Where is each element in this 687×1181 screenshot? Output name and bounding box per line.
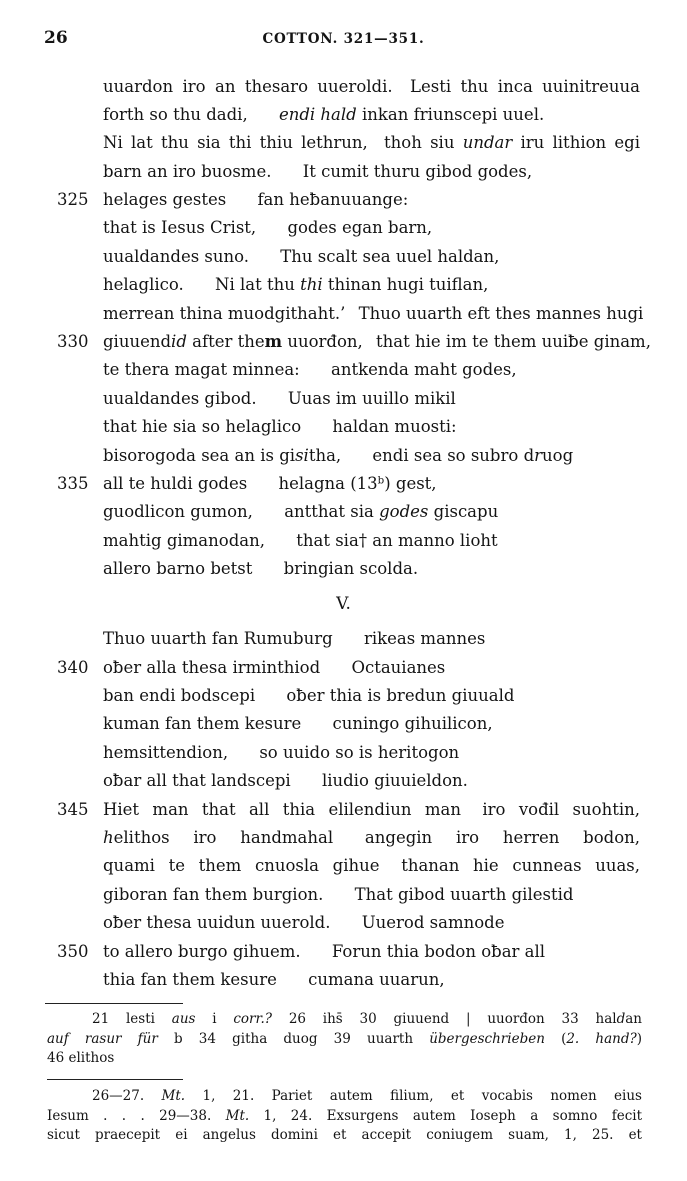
text-segment: Mt. [161,1088,186,1104]
verse-line [103,767,640,795]
text-segment: uog [542,445,574,465]
text-segment: ( [544,1030,567,1047]
text-segment: cumana uuarun, [308,969,445,989]
verse-first-half [103,304,345,323]
text-segment: helagna (13 [278,473,378,493]
verse-second-half [384,133,640,152]
text-segment: si [295,445,309,465]
verse-line [103,527,640,555]
text-segment: m [264,332,283,352]
verse-line [103,271,640,299]
text-segment: bisorogoda sea an is gi [103,445,296,465]
text-segment: mahtig gimanodan, [103,530,265,550]
text-segment: helages gestes [103,190,227,210]
source-note-line [47,1087,642,1107]
text-segment: endi hald [278,104,357,124]
verse-second-half [359,304,644,323]
verse-second-half [410,77,640,96]
verse-line [103,385,640,413]
verse-line [103,852,640,880]
verse-first-half [103,247,249,266]
text-segment: That gibod uuarth gilestid [354,884,574,904]
apparatus-line [47,1030,642,1050]
line-number: 325 [57,190,89,210]
text-segment: thi [300,275,323,295]
verse-second-half [286,686,514,705]
text-segment: Mt. [225,1107,250,1124]
verse-first-half [103,446,341,465]
verse-second-half [332,714,492,733]
text-segment: Thuo uuarth fan Rumuburg [103,629,333,649]
text-segment: 1, 21. Pariet autem filium, et vocabis nomen eius [185,1088,642,1104]
text-segment: angegin iro herren bodon, [364,828,641,848]
text-segment: undar [462,133,513,153]
text-segment: inkan friunscepi uuel. [356,104,545,124]
verse-second-half [364,629,485,648]
verse-second-half [296,531,497,550]
verse-line [57,328,651,356]
text-segment: 46 elithos [47,1050,115,1067]
text-segment: uualdandes suno. [103,246,250,266]
verse-first-half [103,190,226,209]
verse-second-half [331,360,517,379]
text-segment: Uuas im uuillo mikil [287,388,456,408]
verse-line [103,243,640,271]
text-segment: rikeas mannes [363,629,486,649]
verse-second-half [215,275,488,294]
text-segment: ) gest, [384,473,437,493]
verse-line [57,796,640,824]
verse-line [103,214,640,242]
verse-second-half [279,105,544,124]
verse-first-half [103,218,256,237]
text-segment: iru lithion egi [512,133,641,153]
verse-line [103,101,640,129]
text-segment: te thera magat minnea: [103,360,300,380]
verse-first-half [103,885,323,904]
text-segment: ban endi bodscepi [103,686,256,706]
verse-first-half [103,714,301,733]
verse-first-half [103,360,300,379]
text-segment: Hiet man that all thia elilendiun man [103,799,461,819]
footnote-rule [47,1079,183,1080]
source-note-line [47,1107,642,1127]
verse-second-half [284,502,498,521]
text-segment: oƀar all that landscepi [103,771,291,791]
verse-first-half [103,474,247,493]
verse-second-half [280,247,499,266]
verse-second-half [284,559,418,578]
text-segment: haldan muosti: [332,417,457,437]
text-segment: oƀer thesa uuidun uuerold. [103,913,331,933]
text-segment: that hie im te them uuiƀe ginam, [376,332,651,352]
line-number: 340 [57,657,89,677]
text-segment: b [377,475,385,487]
verse-block [57,625,641,994]
text-segment: to allero burgo gihuem. [103,941,301,961]
text-segment: guodlicon gumon, [103,502,253,522]
verse-first-half [103,162,271,181]
verse-line [103,710,640,738]
verse-second-half [376,332,651,351]
verse-first-half [103,800,461,819]
text-segment: corr.? [233,1011,273,1027]
source-note-line [47,1126,642,1146]
verse-second-half [322,771,468,790]
verse-line [103,300,644,328]
verse-second-half [401,856,640,875]
verse-line [103,129,640,157]
text-segment: hemsittendion, [103,742,229,762]
verse-second-half [362,913,505,932]
verse-first-half [103,970,277,989]
text-segment: aus [171,1011,196,1027]
verse-first-half [103,686,255,705]
text-segment: oƀer alla thesa irminthiod [103,657,321,677]
text-segment: after the [186,332,265,352]
verse-line [103,73,640,101]
text-segment: cuningo gihuilicon, [332,714,493,734]
text-segment: Iesum . . . 29—38. [47,1107,226,1124]
text-segment: ) [636,1030,642,1047]
text-segment: liudio giuuieldon. [321,771,468,791]
verse-line [103,881,640,909]
verse-line [103,739,640,767]
text-segment: uualdandes gibod. [103,388,257,408]
text-segment: fan heƀanuuange: [257,190,409,210]
text-segment: uuorđon, [282,332,363,352]
verse-first-half [103,913,330,932]
text-segment: that sia† an manno lioht [296,530,498,550]
text-segment: antthat sia [284,502,380,522]
verse-first-half [103,105,248,124]
text-segment: tha, [308,445,342,465]
text-segment: thia fan them kesure [103,969,277,989]
apparatus-line [47,1049,642,1069]
verse-first-half [103,417,301,436]
text-segment: quami te them cnuosla gihue [103,856,380,876]
text-segment: iro vođil suohtin, [482,799,640,819]
verse-line [103,158,640,186]
verse-first-half [103,77,393,96]
text-segment: 1, 24. Exsurgens autem Ioseph a somno fecit [249,1107,642,1124]
text-segment: antkenda maht godes, [330,360,517,380]
verse-first-half [103,828,333,847]
verse-first-half [103,275,184,294]
line-number: 330 [57,332,89,352]
line-number: 350 [57,941,89,961]
text-segment: bringian scolda. [283,559,419,579]
text-segment: so uuido so is heritogon [259,742,460,762]
text-segment: allero barno betst [103,559,253,579]
text-segment: 26—27. [92,1088,162,1104]
verse-second-half [351,658,445,677]
verse-second-half [308,970,445,989]
text-segment: Ni lat thu sia thi thiu lethrun, [103,133,368,153]
verse-second-half [259,743,459,762]
text-segment: giboran fan them burgion. [103,884,324,904]
verse-line [57,186,640,214]
verse-first-half [103,332,363,351]
text-segment: i [195,1011,234,1027]
text-segment: thanan hie cunneas uuas, [401,856,641,876]
text-segment: b 34 githa duog 39 uuarth [157,1030,430,1047]
verse-second-half [365,828,640,847]
text-segment: thinan hugi tuiflan, [322,275,489,295]
verse-second-half [287,218,432,237]
verse-line [103,824,640,852]
text-segment: Ni lat thu [215,275,301,295]
text-segment: übergeschrieben [429,1030,545,1047]
verse-first-half [103,942,301,961]
apparatus-line [47,1010,642,1030]
text-segment: sicut praecepit ei angelus domini et accepit coniugem suam, 1, 25. et [47,1127,642,1144]
text-segment: elithos iro handmahal [113,828,334,848]
verse-second-half [482,800,640,819]
text-segment: forth so thu dadi, [103,104,248,124]
text-segment: barn an iro buosme. [103,161,272,181]
verse-line [103,442,640,470]
text-segment: giuuend [103,332,172,352]
text-segment: godes egan barn, [287,218,433,238]
verse-first-half [103,658,320,677]
text-segment: an [625,1011,642,1027]
text-segment: Uuerod samnode [361,913,505,933]
text-segment: Thuo uuarth eft thes mannes hugi [358,303,644,323]
text-segment: Lesti thu inca uuinitreuua [410,76,640,96]
text-segment: merrean thina muodgithaht.’ [103,303,346,323]
verse-first-half [103,743,228,762]
text-segment: Thu scalt sea uuel haldan, [280,246,500,266]
text-segment: Octauianes [351,657,446,677]
verse-first-half [103,559,252,578]
verse-line [57,938,640,966]
text-segment: 2. hand? [566,1030,637,1047]
verse-first-half [103,629,333,648]
text-segment: giscapu [428,502,499,522]
verse-first-half [103,771,291,790]
text-segment: d [616,1011,626,1027]
verse-line [57,654,640,682]
text-segment: auf rasur für [47,1030,158,1047]
verse-first-half [103,531,265,550]
verse-second-half [332,417,456,436]
text-segment: all te huldi godes [103,473,248,493]
running-title: COTTON. 321—351. [262,31,425,47]
verse-first-half [103,389,257,408]
verse-line [103,356,640,384]
verse-second-half [332,942,545,961]
verse-line [103,555,640,583]
verse-line [103,413,640,441]
verse-line [103,909,640,937]
verse-line [103,625,640,653]
text-segment: endi sea so subro d [372,445,535,465]
verse-second-half [288,389,456,408]
section-heading: V. [336,593,351,614]
line-number: 345 [57,799,89,819]
verse-line [57,470,640,498]
text-segment: Forun thia bodon oƀar all [331,941,546,961]
critical-apparatus [47,1010,642,1069]
text-segment: 21 lesti [92,1011,172,1027]
verse-second-half [372,446,573,465]
text-segment: uuardon iro an thesaro uueroldi. [103,76,393,96]
verse-block [57,73,651,584]
verse-first-half [103,856,380,875]
text-segment: thoh siu [384,133,463,153]
text-segment: that is Iesus Crist, [103,218,257,238]
text-segment: oƀer thia is bredun giuuald [286,686,515,706]
page-number: 26 [44,28,68,48]
text-segment: helaglico. [103,275,184,295]
text-segment: id [171,332,187,352]
text-segment: godes [379,502,429,522]
text-segment: that hie sia so helaglico [103,417,302,437]
verse-first-half [103,502,253,521]
footnote-rule [45,1003,183,1004]
verse-line [103,966,640,994]
verse-first-half [103,133,368,152]
text-segment: 26 ihs̄ 30 giuuend | uuorđon 33 hal [272,1011,617,1027]
verse-second-half [355,885,574,904]
line-number: 335 [57,473,89,493]
text-segment: h [103,828,114,848]
text-segment: kuman fan them kesure [103,714,302,734]
verse-second-half [303,162,532,181]
source-notes [47,1087,642,1146]
verse-second-half [278,474,436,493]
verse-line [103,682,640,710]
text-segment: r [534,445,543,465]
verse-line [103,498,640,526]
verse-second-half [257,190,408,209]
text-segment: It cumit thuru gibod godes, [302,161,533,181]
